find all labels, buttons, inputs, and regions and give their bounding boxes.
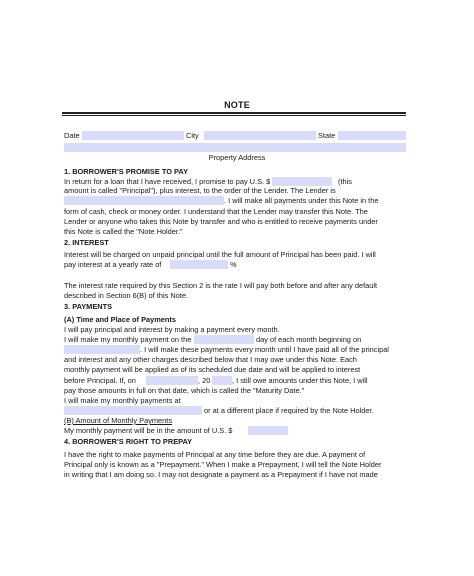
section3-a4: and interest and any other charges described below that I may owe under this Note. Each: [64, 355, 357, 364]
section3-a6b: , 20: [198, 376, 211, 385]
section1-line6: this Note is called the "Note Holder.": [64, 227, 183, 236]
section2-line1: Interest will be charged on unpaid principal until the full amount of Principal has been paid. I will: [64, 250, 376, 259]
section4-heading: 4. BORROWER'S RIGHT TO PREPAY: [64, 437, 193, 446]
state-label: State: [318, 131, 336, 140]
section1-line5: Lender or anyone who takes this Note by transfer and who is entitled to receive payments under: [64, 217, 378, 226]
section1-line3: . I will make all payments under this Note in the: [224, 196, 379, 205]
title-divider-thick: [62, 112, 406, 114]
payment-address-field[interactable]: [64, 406, 202, 415]
section2-line3: The interest rate required by this Section 2 is the rate I will pay both before and after any default: [64, 281, 378, 290]
section4-l2: Principal only is known as a "Prepayment." When I make a Prepayment, I will tell the Note Holder: [64, 460, 382, 469]
payment-start-date-field[interactable]: [64, 345, 140, 354]
payment-day-field[interactable]: [194, 335, 254, 344]
maturity-month-day-field[interactable]: [146, 376, 198, 385]
section3-a5: monthly payment will be applied as of its scheduled due date and will be applied to interest: [64, 365, 361, 374]
interest-rate-field[interactable]: [170, 260, 228, 269]
section3-a2b: day of each month beginning on: [256, 335, 362, 344]
date-label: Date: [64, 131, 80, 140]
section3-a6c: , I still owe amounts under this Note, I will: [232, 376, 368, 385]
section3-a6a: before Principal. If, on: [64, 376, 136, 385]
section3-a1: I will pay principal and interest by making a payment every month.: [64, 325, 280, 334]
monthly-payment-amount-field[interactable]: [248, 426, 288, 435]
section3-a9: or at a different place if required by the Note Holder.: [204, 406, 374, 415]
document-title: NOTE: [224, 100, 250, 110]
section3-a3: . I will make these payments every month until I have paid all of the principal: [140, 345, 389, 354]
property-address-field[interactable]: [64, 143, 406, 152]
section1-line4: form of cash, check or money order. I understand that the Lender may transfer this Note. The: [64, 207, 368, 216]
section2-line2b: %: [230, 260, 237, 269]
maturity-year-field[interactable]: [212, 376, 232, 385]
section3-b1: My monthly payment will be in the amount of U.S. $: [64, 426, 233, 435]
section1-line1b: (this: [338, 177, 352, 186]
section3-heading: 3. PAYMENTS: [64, 302, 113, 311]
date-field[interactable]: [82, 131, 184, 140]
section2-line2a: pay interest at a yearly rate of: [64, 260, 162, 269]
title-divider-thin: [62, 115, 406, 116]
section3-subheading-a: (A) Time and Place of Payments: [64, 315, 176, 324]
section1-heading: 1. BORROWER'S PROMISE TO PAY: [64, 167, 188, 176]
city-field[interactable]: [204, 131, 316, 140]
state-field[interactable]: [338, 131, 406, 140]
section3-a8: I will make my monthly payments at: [64, 396, 181, 405]
section4-l3: in writing that I am doing so. I may not designate a payment as a Prepayment if I have not made: [64, 470, 378, 479]
property-address-label: Property Address: [208, 153, 266, 162]
city-label: City: [186, 131, 199, 140]
lender-name-field[interactable]: [64, 196, 224, 205]
section3-a2a: I will make my monthly payment on the: [64, 335, 192, 344]
section2-heading: 2. INTEREST: [64, 238, 109, 247]
section2-line4: described in Section 6(B) of this Note.: [64, 291, 189, 300]
section3-a7: pay those amounts in full on that date, which is called the "Maturity Date.": [64, 386, 305, 395]
section3-subheading-b: (B) Amount of Monthly Payments: [64, 416, 173, 425]
principal-amount-field[interactable]: [272, 177, 332, 186]
section1-line1a: In return for a loan that I have received, I promise to pay U.S. $: [64, 177, 271, 186]
section1-line2: amount is called "Principal"), plus interest, to the order of the Lender. The Lender is: [64, 186, 336, 195]
section4-l1: I have the right to make payments of Principal at any time before they are due. A payment of: [64, 450, 366, 459]
